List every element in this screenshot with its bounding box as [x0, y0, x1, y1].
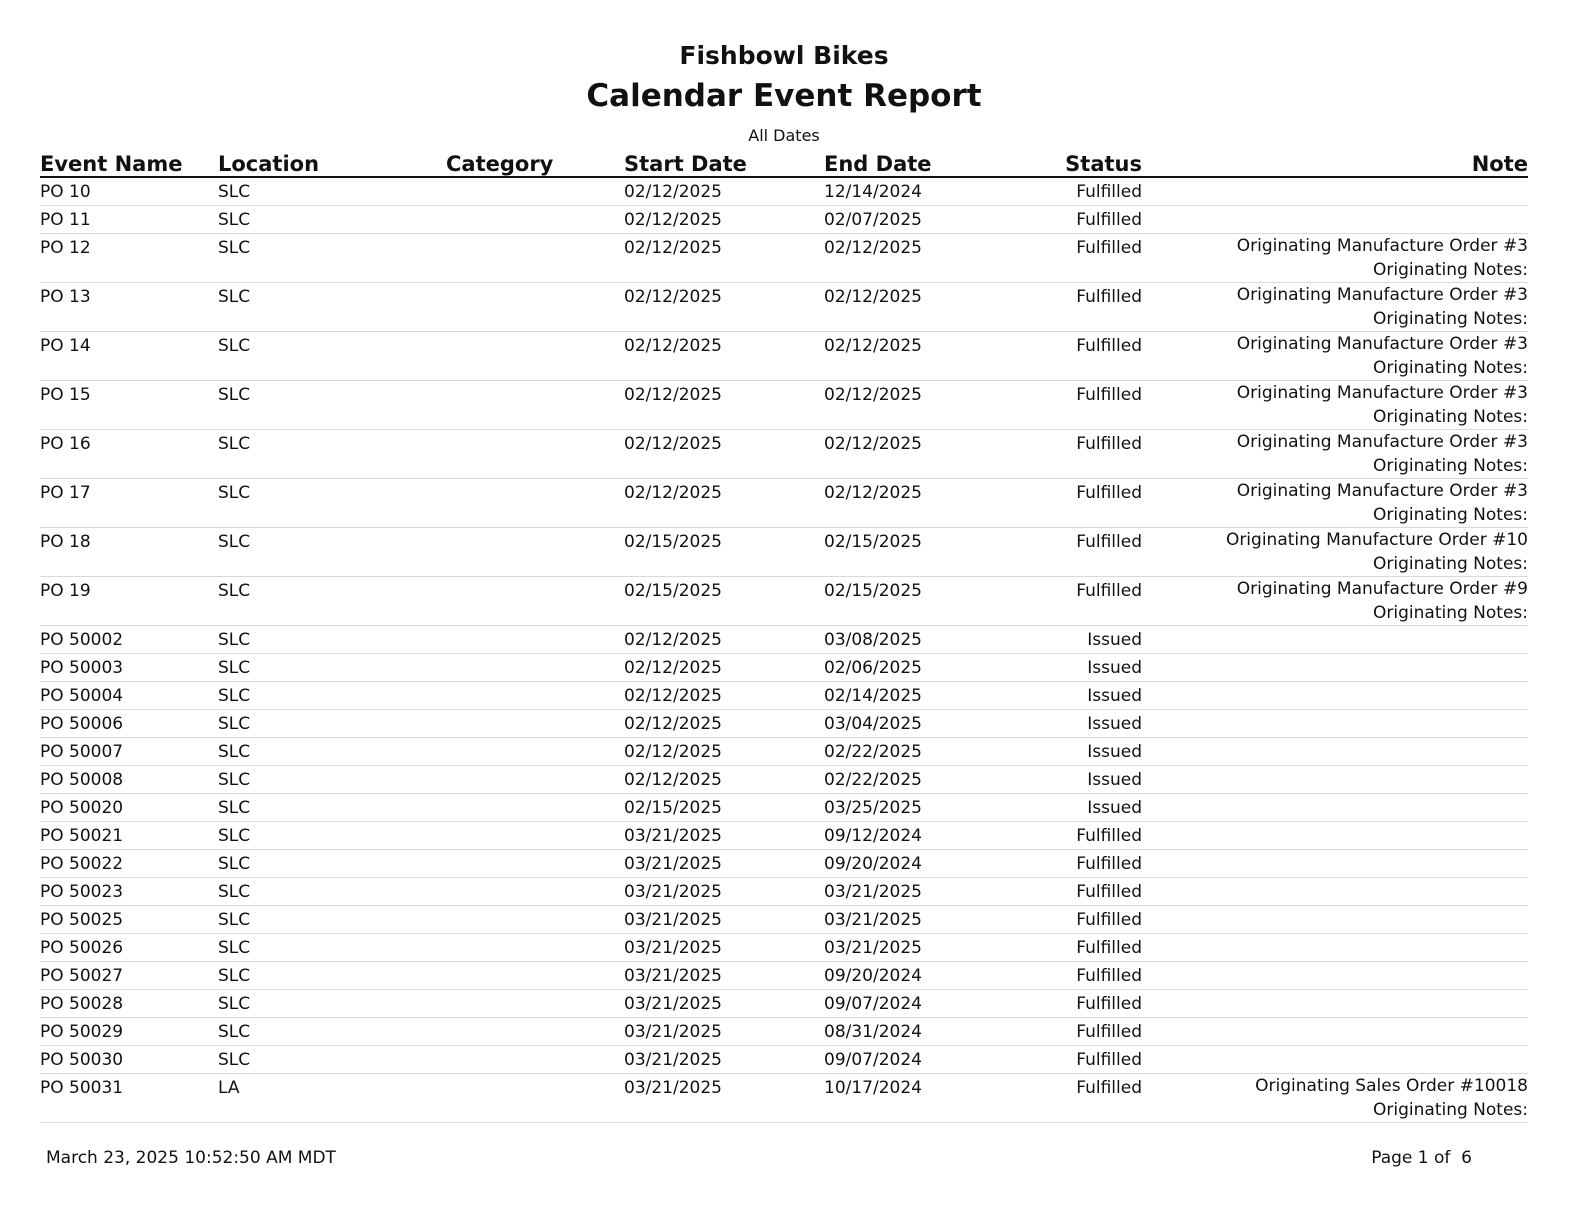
note-line: Originating Notes:	[1373, 554, 1528, 574]
cell-category	[446, 794, 624, 822]
table-row	[40, 430, 1528, 479]
table-row	[40, 381, 1528, 430]
cell-location: LA	[218, 1074, 446, 1123]
cell-category	[446, 682, 624, 710]
cell-note	[1142, 1074, 1528, 1123]
cell-start-date: 03/21/2025	[624, 962, 824, 990]
table-row	[40, 850, 1528, 878]
cell-note	[1142, 177, 1528, 206]
cell-note	[1142, 332, 1528, 381]
cell-event-name: PO 50003	[40, 654, 218, 682]
cell-end-date: 03/08/2025	[824, 626, 1024, 654]
cell-start-date: 02/15/2025	[624, 794, 824, 822]
column-header-start-date: Start Date	[624, 150, 824, 177]
cell-event-name: PO 12	[40, 234, 218, 283]
cell-note	[1142, 738, 1528, 766]
cell-status: Issued	[1024, 682, 1142, 710]
cell-location: SLC	[218, 332, 446, 381]
note-line: Originating Notes:	[1373, 358, 1528, 378]
cell-start-date: 02/15/2025	[624, 528, 824, 577]
cell-note	[1142, 654, 1528, 682]
table-row	[40, 177, 1528, 206]
table-row	[40, 626, 1528, 654]
note-line: Originating Notes:	[1373, 309, 1528, 329]
cell-status: Fulfilled	[1024, 332, 1142, 381]
cell-end-date: 08/31/2024	[824, 1018, 1024, 1046]
cell-event-name: PO 50004	[40, 682, 218, 710]
cell-category	[446, 283, 624, 332]
report-date-range: All Dates	[748, 126, 820, 145]
cell-category	[446, 332, 624, 381]
note-line: Originating Manufacture Order #3	[1236, 285, 1528, 305]
cell-status: Fulfilled	[1024, 1074, 1142, 1123]
cell-note	[1142, 850, 1528, 878]
cell-category	[446, 626, 624, 654]
cell-event-name: PO 50002	[40, 626, 218, 654]
cell-category	[446, 381, 624, 430]
cell-status: Fulfilled	[1024, 206, 1142, 234]
cell-location: SLC	[218, 822, 446, 850]
cell-note	[1142, 430, 1528, 479]
cell-end-date: 02/22/2025	[824, 766, 1024, 794]
table-row	[40, 234, 1528, 283]
cell-note	[1142, 381, 1528, 430]
cell-location: SLC	[218, 934, 446, 962]
table-row	[40, 738, 1528, 766]
cell-location: SLC	[218, 234, 446, 283]
cell-status: Issued	[1024, 738, 1142, 766]
table-row	[40, 906, 1528, 934]
page-indicator: Page 1 of 6	[1371, 1148, 1472, 1168]
column-header-location: Location	[218, 150, 446, 177]
cell-category	[446, 934, 624, 962]
table-row	[40, 934, 1528, 962]
cell-status: Fulfilled	[1024, 479, 1142, 528]
cell-location: SLC	[218, 878, 446, 906]
table-header-row	[40, 150, 1528, 177]
cell-end-date: 03/21/2025	[824, 934, 1024, 962]
cell-category	[446, 878, 624, 906]
cell-status: Fulfilled	[1024, 822, 1142, 850]
cell-note	[1142, 682, 1528, 710]
cell-location: SLC	[218, 682, 446, 710]
cell-status: Fulfilled	[1024, 990, 1142, 1018]
cell-category	[446, 906, 624, 934]
cell-location: SLC	[218, 710, 446, 738]
cell-event-name: PO 17	[40, 479, 218, 528]
cell-start-date: 03/21/2025	[624, 990, 824, 1018]
cell-event-name: PO 50028	[40, 990, 218, 1018]
cell-status: Fulfilled	[1024, 234, 1142, 283]
cell-start-date: 02/12/2025	[624, 654, 824, 682]
cell-end-date: 02/15/2025	[824, 577, 1024, 626]
cell-location: SLC	[218, 990, 446, 1018]
note-line: Originating Notes:	[1373, 407, 1528, 427]
cell-end-date: 09/20/2024	[824, 962, 1024, 990]
cell-end-date: 03/25/2025	[824, 794, 1024, 822]
cell-event-name: PO 13	[40, 283, 218, 332]
cell-start-date: 03/21/2025	[624, 1018, 824, 1046]
table-row	[40, 654, 1528, 682]
table-row	[40, 794, 1528, 822]
cell-event-name: PO 50027	[40, 962, 218, 990]
cell-status: Fulfilled	[1024, 430, 1142, 479]
cell-end-date: 02/12/2025	[824, 234, 1024, 283]
cell-status: Fulfilled	[1024, 850, 1142, 878]
cell-status: Fulfilled	[1024, 906, 1142, 934]
cell-location: SLC	[218, 177, 446, 206]
cell-location: SLC	[218, 626, 446, 654]
cell-end-date: 02/12/2025	[824, 430, 1024, 479]
table-row	[40, 1046, 1528, 1074]
cell-category	[446, 990, 624, 1018]
cell-end-date: 02/12/2025	[824, 283, 1024, 332]
cell-start-date: 03/21/2025	[624, 906, 824, 934]
table-row	[40, 682, 1528, 710]
cell-note	[1142, 990, 1528, 1018]
cell-location: SLC	[218, 528, 446, 577]
cell-location: SLC	[218, 1018, 446, 1046]
note-line: Originating Manufacture Order #9	[1236, 579, 1528, 599]
cell-start-date: 02/12/2025	[624, 283, 824, 332]
cell-start-date: 03/21/2025	[624, 1074, 824, 1123]
cell-category	[446, 850, 624, 878]
cell-start-date: 02/12/2025	[624, 479, 824, 528]
cell-status: Fulfilled	[1024, 381, 1142, 430]
cell-event-name: PO 50023	[40, 878, 218, 906]
cell-event-name: PO 50020	[40, 794, 218, 822]
cell-end-date: 03/21/2025	[824, 878, 1024, 906]
cell-event-name: PO 50007	[40, 738, 218, 766]
cell-status: Fulfilled	[1024, 528, 1142, 577]
table-row	[40, 822, 1528, 850]
cell-event-name: PO 15	[40, 381, 218, 430]
print-timestamp: March 23, 2025 10:52:50 AM MDT	[46, 1148, 336, 1168]
cell-category	[446, 206, 624, 234]
cell-status: Fulfilled	[1024, 1018, 1142, 1046]
cell-end-date: 02/06/2025	[824, 654, 1024, 682]
note-line: Originating Notes:	[1373, 260, 1528, 280]
cell-event-name: PO 50006	[40, 710, 218, 738]
cell-start-date: 02/12/2025	[624, 766, 824, 794]
table-row	[40, 283, 1528, 332]
cell-note	[1142, 577, 1528, 626]
cell-note	[1142, 822, 1528, 850]
cell-start-date: 03/21/2025	[624, 934, 824, 962]
cell-category	[446, 654, 624, 682]
cell-note	[1142, 283, 1528, 332]
cell-event-name: PO 19	[40, 577, 218, 626]
cell-category	[446, 766, 624, 794]
cell-end-date: 02/14/2025	[824, 682, 1024, 710]
column-header-note: Note	[1142, 150, 1528, 177]
cell-location: SLC	[218, 283, 446, 332]
table-row	[40, 962, 1528, 990]
cell-start-date: 03/21/2025	[624, 1046, 824, 1074]
cell-note	[1142, 479, 1528, 528]
table-row	[40, 1018, 1528, 1046]
cell-location: SLC	[218, 906, 446, 934]
cell-start-date: 03/21/2025	[624, 878, 824, 906]
cell-location: SLC	[218, 381, 446, 430]
cell-end-date: 12/14/2024	[824, 177, 1024, 206]
cell-note	[1142, 1046, 1528, 1074]
cell-event-name: PO 14	[40, 332, 218, 381]
cell-status: Fulfilled	[1024, 177, 1142, 206]
cell-note	[1142, 794, 1528, 822]
cell-start-date: 02/15/2025	[624, 577, 824, 626]
cell-event-name: PO 50025	[40, 906, 218, 934]
cell-location: SLC	[218, 766, 446, 794]
cell-end-date: 09/07/2024	[824, 990, 1024, 1018]
cell-location: SLC	[218, 1046, 446, 1074]
table-row	[40, 479, 1528, 528]
cell-category	[446, 1018, 624, 1046]
cell-event-name: PO 50030	[40, 1046, 218, 1074]
cell-note	[1142, 234, 1528, 283]
cell-event-name: PO 16	[40, 430, 218, 479]
cell-status: Fulfilled	[1024, 577, 1142, 626]
cell-end-date: 09/07/2024	[824, 1046, 1024, 1074]
table-row	[40, 990, 1528, 1018]
cell-note	[1142, 962, 1528, 990]
cell-start-date: 02/12/2025	[624, 381, 824, 430]
cell-status: Issued	[1024, 794, 1142, 822]
cell-end-date: 09/20/2024	[824, 850, 1024, 878]
cell-event-name: PO 50031	[40, 1074, 218, 1123]
cell-category	[446, 577, 624, 626]
cell-category	[446, 962, 624, 990]
note-line: Originating Manufacture Order #3	[1236, 432, 1528, 452]
table-row	[40, 332, 1528, 381]
cell-event-name: PO 50029	[40, 1018, 218, 1046]
cell-end-date: 10/17/2024	[824, 1074, 1024, 1123]
cell-end-date: 02/12/2025	[824, 332, 1024, 381]
cell-end-date: 02/12/2025	[824, 381, 1024, 430]
cell-location: SLC	[218, 479, 446, 528]
cell-location: SLC	[218, 206, 446, 234]
cell-note	[1142, 528, 1528, 577]
cell-status: Issued	[1024, 654, 1142, 682]
cell-event-name: PO 11	[40, 206, 218, 234]
table-row	[40, 206, 1528, 234]
note-line: Originating Manufacture Order #3	[1236, 481, 1528, 501]
cell-note	[1142, 1018, 1528, 1046]
cell-location: SLC	[218, 962, 446, 990]
cell-start-date: 02/12/2025	[624, 234, 824, 283]
cell-end-date: 03/04/2025	[824, 710, 1024, 738]
cell-event-name: PO 10	[40, 177, 218, 206]
cell-category	[446, 177, 624, 206]
cell-end-date: 03/21/2025	[824, 906, 1024, 934]
cell-start-date: 02/12/2025	[624, 710, 824, 738]
cell-event-name: PO 18	[40, 528, 218, 577]
cell-start-date: 02/12/2025	[624, 332, 824, 381]
cell-location: SLC	[218, 738, 446, 766]
cell-start-date: 02/12/2025	[624, 206, 824, 234]
cell-location: SLC	[218, 850, 446, 878]
calendar-event-report	[40, 40, 1528, 1123]
table-row	[40, 577, 1528, 626]
cell-status: Fulfilled	[1024, 283, 1142, 332]
cell-category	[446, 1074, 624, 1123]
cell-event-name: PO 50022	[40, 850, 218, 878]
cell-category	[446, 710, 624, 738]
cell-category	[446, 479, 624, 528]
cell-start-date: 02/12/2025	[624, 682, 824, 710]
cell-location: SLC	[218, 577, 446, 626]
note-line: Originating Notes:	[1373, 1100, 1528, 1120]
note-line: Originating Notes:	[1373, 456, 1528, 476]
cell-start-date: 03/21/2025	[624, 850, 824, 878]
cell-event-name: PO 50021	[40, 822, 218, 850]
note-line: Originating Manufacture Order #10	[1225, 530, 1528, 550]
table-row	[40, 710, 1528, 738]
cell-note	[1142, 710, 1528, 738]
cell-category	[446, 234, 624, 283]
cell-location: SLC	[218, 654, 446, 682]
note-line: Originating Sales Order #10018	[1255, 1076, 1528, 1096]
cell-end-date: 02/22/2025	[824, 738, 1024, 766]
note-line: Originating Manufacture Order #3	[1236, 236, 1528, 256]
column-header-category: Category	[446, 150, 624, 177]
cell-category	[446, 738, 624, 766]
cell-end-date: 02/12/2025	[824, 479, 1024, 528]
cell-start-date: 02/12/2025	[624, 430, 824, 479]
cell-status: Fulfilled	[1024, 878, 1142, 906]
cell-status: Fulfilled	[1024, 934, 1142, 962]
cell-status: Issued	[1024, 626, 1142, 654]
cell-start-date: 02/12/2025	[624, 738, 824, 766]
cell-event-name: PO 50008	[40, 766, 218, 794]
table-row	[40, 528, 1528, 577]
cell-location: SLC	[218, 430, 446, 479]
cell-note	[1142, 206, 1528, 234]
note-line: Originating Manufacture Order #3	[1236, 334, 1528, 354]
cell-note	[1142, 626, 1528, 654]
note-line: Originating Manufacture Order #3	[1236, 383, 1528, 403]
column-header-event-name: Event Name	[40, 150, 218, 177]
cell-note	[1142, 906, 1528, 934]
cell-start-date: 02/12/2025	[624, 626, 824, 654]
cell-location: SLC	[218, 794, 446, 822]
column-header-status: Status	[1024, 150, 1142, 177]
events-table	[40, 150, 1528, 1123]
cell-category	[446, 430, 624, 479]
cell-start-date: 02/12/2025	[624, 177, 824, 206]
cell-category	[446, 528, 624, 577]
note-line: Originating Notes:	[1373, 505, 1528, 525]
table-row	[40, 1074, 1528, 1123]
note-line: Originating Notes:	[1373, 603, 1528, 623]
cell-category	[446, 1046, 624, 1074]
cell-category	[446, 822, 624, 850]
cell-end-date: 09/12/2024	[824, 822, 1024, 850]
cell-end-date: 02/07/2025	[824, 206, 1024, 234]
cell-note	[1142, 766, 1528, 794]
report-title: Calendar Event Report	[586, 78, 982, 114]
cell-event-name: PO 50026	[40, 934, 218, 962]
company-name: Fishbowl Bikes	[679, 41, 889, 70]
table-row	[40, 878, 1528, 906]
cell-status: Issued	[1024, 766, 1142, 794]
cell-note	[1142, 934, 1528, 962]
cell-status: Fulfilled	[1024, 1046, 1142, 1074]
cell-start-date: 03/21/2025	[624, 822, 824, 850]
cell-end-date: 02/15/2025	[824, 528, 1024, 577]
column-header-end-date: End Date	[824, 150, 1024, 177]
table-row	[40, 766, 1528, 794]
cell-status: Issued	[1024, 710, 1142, 738]
cell-note	[1142, 878, 1528, 906]
cell-status: Fulfilled	[1024, 962, 1142, 990]
